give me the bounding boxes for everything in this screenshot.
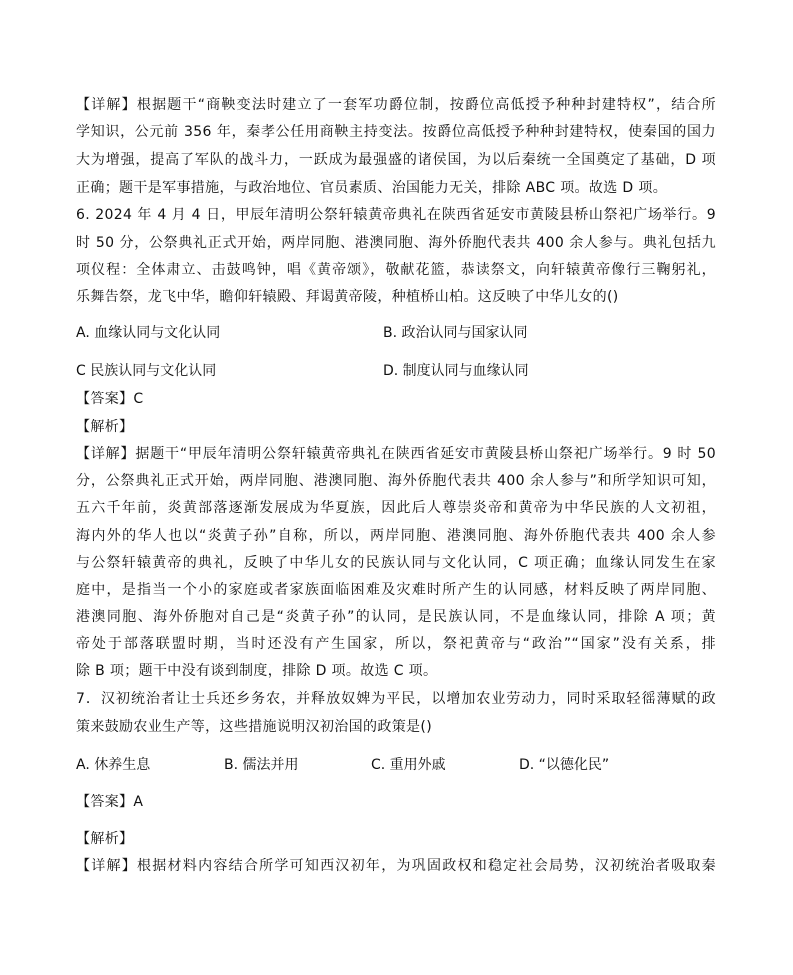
- q7-analysis-heading: 【解析】: [76, 831, 134, 847]
- q6-detail-line-5: 与公祭轩辕黄帝的典礼，反映了中华儿女的民族认同与文化认同，C 项正确；血缘认同发生在家: [76, 555, 716, 571]
- q7-option-a: A. 休养生息: [76, 757, 151, 773]
- q6-stem-line-3: 项仪程：全体肃立、击鼓鸣钟，唱《黄帝颂》，敬献花篮，恭读祭文，向轩辕黄帝像行三鞠躬礼，: [76, 262, 716, 278]
- q6-detail-line-7: 港澳同胞、海外侨胞对自己是“炎黄子孙”的认同，是民族认同，不是血缘认同，排除 A 项；黄: [76, 609, 716, 625]
- q5-detail-line-2: 学知识，公元前 356 年，秦孝公任用商鞅主持变法。按爵位高低授予种种封建特权，使秦国的国力: [76, 124, 716, 140]
- q6-detail-line-8: 帝处于部落联盟时期，当时还没有产生国家，所以，祭祀黄帝与“政治”“国家”没有关系，排: [76, 636, 716, 652]
- q6-detail-line-2: 分，公祭典礼正式开始，两岸同胞、港澳同胞、海外侨胞代表共 400 余人参与”和所学知识可知，: [76, 473, 716, 489]
- q7-stem-line-2: 策来鼓励农业生产等，这些措施说明汉初治国的政策是(): [76, 719, 433, 735]
- q6-detail-line-9: 除 B 项；题干中没有谈到制度，排除 D 项。故选 C 项。: [76, 663, 438, 679]
- q6-stem-line-1: 6. 2024 年 4 月 4 日，甲辰年清明公祭轩辕黄帝典礼在陕西省延安市黄陵县桥山祭祀广场举行。9: [76, 207, 716, 223]
- q7-detail-line-1: 【详解】根据材料内容结合所学可知西汉初年，为巩固政权和稳定社会局势，汉初统治者吸取秦: [76, 858, 716, 874]
- q6-analysis-heading: 【解析】: [76, 419, 134, 435]
- q6-option-b: B. 政治认同与国家认同: [383, 325, 528, 341]
- q6-option-c: C 民族认同与文化认同: [76, 363, 217, 379]
- q7-stem-line-1: 7．汉初统治者让士兵还乡务农，并释放奴婢为平民，以增加农业劳动力，同时采取轻徭薄赋的政: [76, 691, 716, 707]
- q6-detail-line-1: 【详解】据题干“甲辰年清明公祭轩辕黄帝典礼在陕西省延安市黄陵县桥山祭祀广场举行。9 时 50: [76, 446, 716, 462]
- q5-detail-line-3: 大为增强，提高了军队的战斗力，一跃成为最强盛的诸侯国，为以后秦统一全国奠定了基础，D 项: [76, 152, 716, 168]
- q7-option-c: C. 重用外戚: [371, 757, 446, 773]
- q6-stem-line-2: 时 50 分，公祭典礼正式开始，两岸同胞、港澳同胞、海外侨胞代表共 400 余人参与。典礼包括九: [76, 235, 716, 251]
- q6-detail-line-4: 海内外的华人也以“炎黄子孙”自称，所以，两岸同胞、港澳同胞、海外侨胞代表共 400 余人参: [76, 528, 716, 544]
- q6-detail-line-6: 庭中，是指当一个小的家庭或者家族面临困难及灾难时所产生的认同感，材料反映了两岸同胞、: [76, 582, 716, 598]
- q6-option-d: D. 制度认同与血缘认同: [383, 363, 529, 379]
- q7-option-d: D. “以德化民”: [519, 757, 610, 773]
- q6-answer: 【答案】C: [76, 391, 144, 407]
- q6-stem-line-4: 乐舞告祭，龙飞中华，瞻仰轩辕殿、拜谒黄帝陵，种植桥山柏。这反映了中华儿女的(): [76, 289, 619, 305]
- q6-detail-line-3: 五六千年前，炎黄部落逐渐发展成为华夏族，因此后人尊崇炎帝和黄帝为中华民族的人文初祖，: [76, 500, 716, 516]
- q6-option-a: A. 血缘认同与文化认同: [76, 325, 221, 341]
- q5-detail-line-4: 正确；题干是军事措施，与政治地位、官员素质、治国能力无关，排除 ABC 项。故选 D 项。: [76, 180, 668, 196]
- q7-answer: 【答案】A: [76, 794, 144, 810]
- q7-option-b: B. 儒法并用: [224, 757, 299, 773]
- q5-detail-line-1: 【详解】根据题干“商鞅变法时建立了一套军功爵位制，按爵位高低授予种种封建特权”，结合所: [76, 97, 716, 113]
